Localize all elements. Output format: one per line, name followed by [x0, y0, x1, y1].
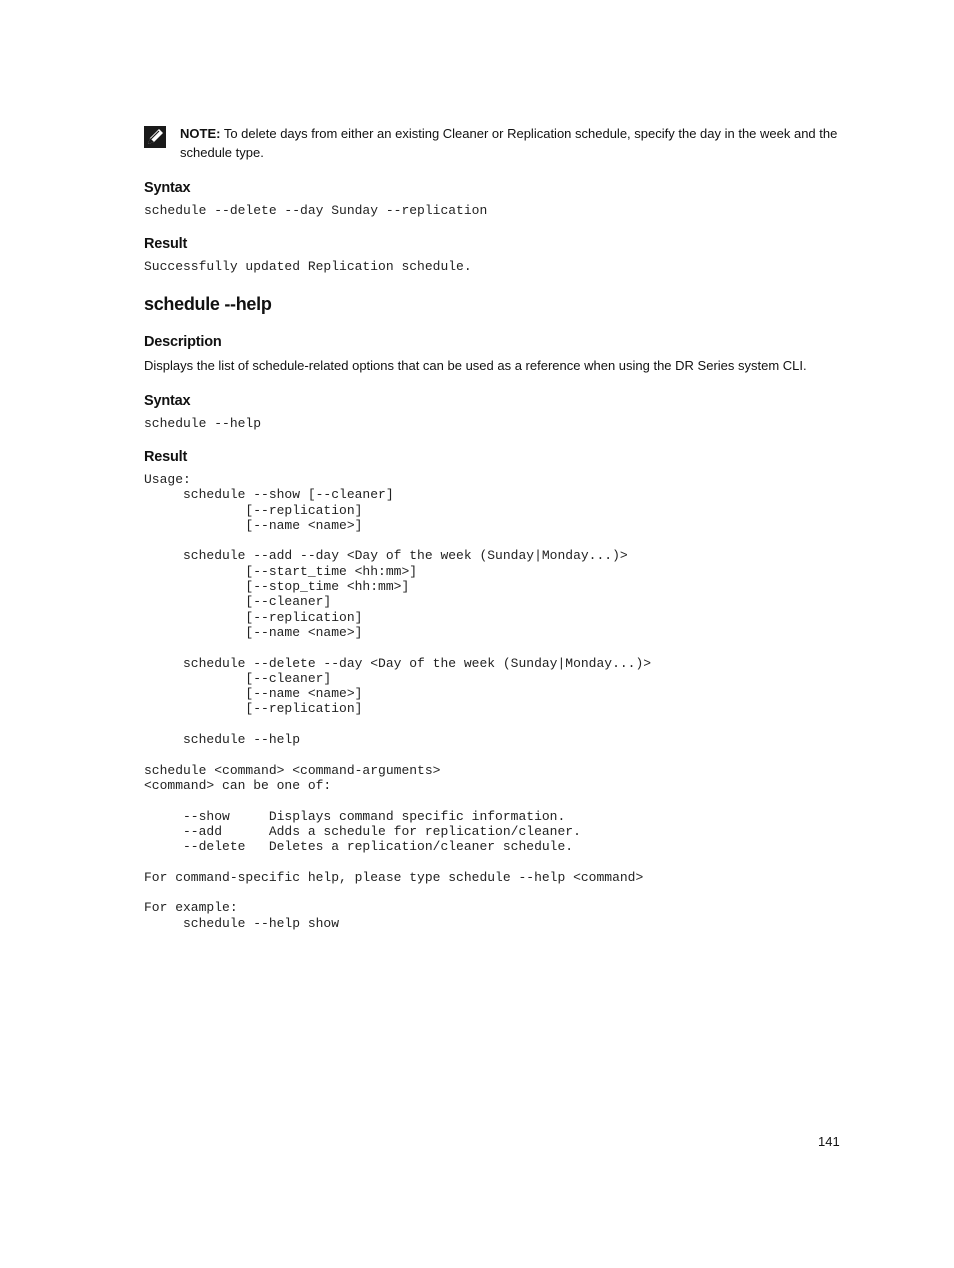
result-code-1: Successfully updated Replication schedule.: [144, 259, 472, 274]
result-heading-2: Result: [144, 449, 188, 465]
syntax-code-2: schedule --help: [144, 416, 262, 431]
description-text: Displays the list of schedule-related options that can be used as a reference when using the DR Series system CLI.: [144, 358, 807, 373]
description-heading: Description: [144, 334, 222, 350]
result-heading-1: Result: [144, 236, 188, 252]
syntax-heading-1: Syntax: [144, 180, 191, 196]
note-body: To delete days from either an existing Cleaner or Replication schedule, specify the day in the week and the schedule type.: [180, 126, 838, 160]
syntax-code-1: schedule --delete --day Sunday --replication: [144, 203, 488, 218]
result-code-2: Usage: schedule --show [--cleaner] [--replication] [--name <name>] schedule --add --day <Day of the week (Sunday|Monday...)> [--start_time <hh:mm>] [--stop_time <hh:mm>] [--cleaner] [--replication] [--name <name>] schedule --delete --day <Day of the week (Sunday|Monday...)> [--cleaner] [--name <name>] [--replication] schedule --help schedule <command> <command-arguments> <command> can be one of: --show Displays command specific information. --add Adds a schedule for replication/cleaner. --delete Deletes a replication/cleaner schedule. For command-specific help, please type schedule --help <command> For example: schedule --help show: [144, 472, 652, 931]
note-label: NOTE:: [180, 126, 221, 141]
pencil-note-icon: [144, 126, 166, 148]
syntax-heading-2: Syntax: [144, 393, 191, 409]
section-title: schedule --help: [144, 294, 272, 314]
page-number: 141: [818, 1134, 840, 1149]
note-text: [180, 124, 844, 162]
